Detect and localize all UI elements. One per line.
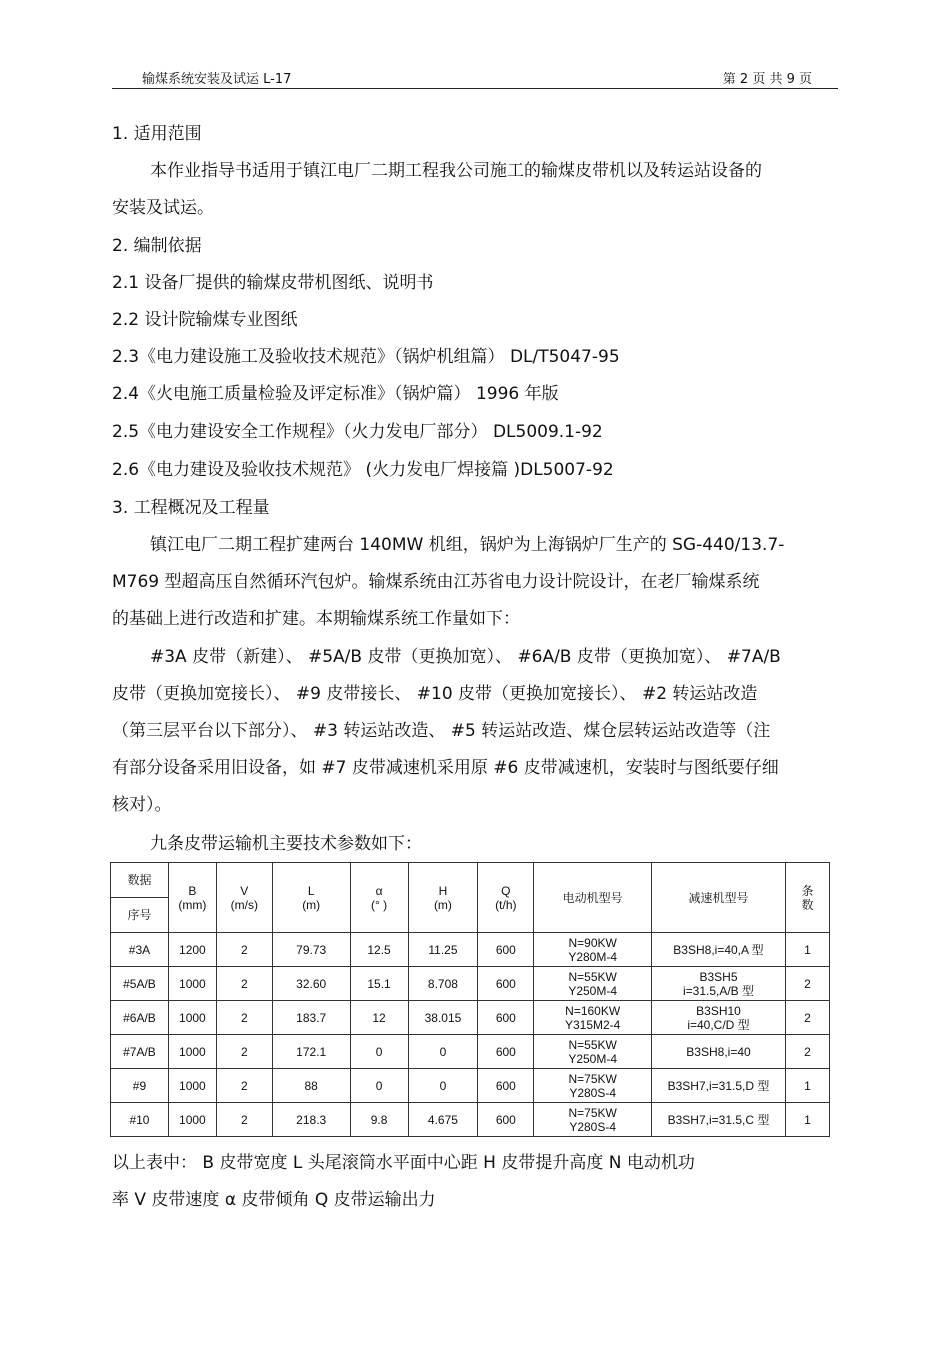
cell-id: #5A/B	[111, 967, 169, 1001]
cell-a: 12.5	[350, 933, 408, 967]
cell-h: 38.015	[408, 1001, 478, 1035]
cell-h: 0	[408, 1069, 478, 1103]
header-cell-h: H (m)	[408, 863, 478, 933]
cell-id: #9	[111, 1069, 169, 1103]
table-header-row	[111, 863, 830, 898]
cell-b: 1000	[168, 1103, 216, 1137]
cell-l: 172.1	[272, 1035, 350, 1069]
paragraph-line: 皮带（更换加宽接长）、 #9 皮带接长、 #10 皮带（更换加宽接长）、 #2 转运站改造	[112, 684, 758, 704]
cell-q: 600	[478, 1001, 534, 1035]
cell-motor: N=90KW Y280M-4	[534, 933, 652, 967]
cell-count: 2	[785, 1035, 829, 1069]
cell-b: 1000	[168, 1035, 216, 1069]
cell-h: 0	[408, 1035, 478, 1069]
cell-l: 79.73	[272, 933, 350, 967]
cell-motor: N=160KW Y315M2-4	[534, 1001, 652, 1035]
section-heading: 1. 适用范围	[112, 124, 202, 144]
cell-count: 1	[785, 1069, 829, 1103]
header-cell-motor: 电动机型号	[534, 863, 652, 933]
cell-motor: N=75KW Y280S-4	[534, 1069, 652, 1103]
cell-id: #6A/B	[111, 1001, 169, 1035]
cell-a: 0	[350, 1035, 408, 1069]
table-row	[111, 967, 830, 1001]
header-title: 输煤系统安装及试运 L-17	[142, 72, 292, 87]
paragraph-line: #3A 皮带（新建）、 #5A/B 皮带（更换加宽）、 #6A/B 皮带（更换加宽）、 #7A/B	[150, 647, 781, 667]
cell-motor: N=55KW Y250M-4	[534, 1035, 652, 1069]
reference-item: 2.3《电力建设施工及验收技术规范》（锅炉机组篇） DL/T5047-95	[112, 347, 620, 367]
table-row	[111, 1001, 830, 1035]
cell-v: 2	[216, 933, 272, 967]
cell-reducer: B3SH8,i=40	[652, 1035, 786, 1069]
cell-h: 4.675	[408, 1103, 478, 1137]
cell-b: 1200	[168, 933, 216, 967]
cell-q: 600	[478, 1103, 534, 1137]
cell-l: 32.60	[272, 967, 350, 1001]
cell-b: 1000	[168, 1001, 216, 1035]
cell-l: 88	[272, 1069, 350, 1103]
cell-v: 2	[216, 1103, 272, 1137]
header-cell-v: V (m/s)	[216, 863, 272, 933]
cell-q: 600	[478, 933, 534, 967]
header-cell-alpha: α (° )	[350, 863, 408, 933]
header-cell-data: 数据	[111, 863, 169, 898]
cell-q: 600	[478, 1069, 534, 1103]
cell-v: 2	[216, 967, 272, 1001]
reference-item: 2.2 设计院输煤专业图纸	[112, 310, 298, 330]
header-cell-count: 条数	[785, 863, 829, 933]
cell-v: 2	[216, 1069, 272, 1103]
paragraph-line: 的基础上进行改造和扩建。本期输煤系统工作量如下：	[112, 609, 520, 629]
reference-item: 2.5《电力建设安全工作规程》（火力发电厂部分） DL5009.1-92	[112, 422, 603, 442]
cell-count: 2	[785, 1001, 829, 1035]
table-caption: 九条皮带运输机主要技术参数如下：	[150, 834, 422, 854]
paragraph-line: 安装及试运。	[112, 198, 214, 218]
paragraph-line: M769 型超高压自然循环汽包炉。输煤系统由江苏省电力设计院设计，在老厂输煤系统	[112, 572, 760, 592]
header-cell-l: L (m)	[272, 863, 350, 933]
cell-motor: N=55KW Y250M-4	[534, 967, 652, 1001]
header-cell-q: Q (t/h)	[478, 863, 534, 933]
page-header	[112, 66, 838, 89]
header-cell-reducer: 减速机型号	[652, 863, 786, 933]
cell-id: #3A	[111, 933, 169, 967]
cell-l: 183.7	[272, 1001, 350, 1035]
cell-motor: N=75KW Y280S-4	[534, 1103, 652, 1137]
cell-id: #7A/B	[111, 1035, 169, 1069]
cell-reducer: B3SH7,i=31.5,C 型	[652, 1103, 786, 1137]
reference-item: 2.1 设备厂提供的输煤皮带机图纸、说明书	[112, 273, 434, 293]
cell-reducer: B3SH5 i=31.5,A/B 型	[652, 967, 786, 1001]
cell-b: 1000	[168, 967, 216, 1001]
belt-spec-table	[110, 862, 830, 1137]
header-cell-seq: 序号	[111, 898, 169, 933]
cell-id: #10	[111, 1103, 169, 1137]
cell-q: 600	[478, 1035, 534, 1069]
footnote-line: 率 V 皮带速度 α 皮带倾角 Q 皮带运输出力	[112, 1190, 436, 1210]
footnote-line: 以上表中： B 皮带宽度 L 头尾滚筒水平面中心距 H 皮带提升高度 N 电动机功	[112, 1153, 695, 1173]
paragraph-line: 镇江电厂二期工程扩建两台 140MW 机组，锅炉为上海锅炉厂生产的 SG-440/13.7-	[150, 535, 785, 555]
paragraph-line: 本作业指导书适用于镇江电厂二期工程我公司施工的输煤皮带机以及转运站设备的	[150, 161, 762, 181]
cell-v: 2	[216, 1035, 272, 1069]
cell-h: 11.25	[408, 933, 478, 967]
cell-h: 8.708	[408, 967, 478, 1001]
header-cell-b: B (mm)	[168, 863, 216, 933]
section-heading: 2. 编制依据	[112, 236, 202, 256]
table-row	[111, 1035, 830, 1069]
cell-count: 2	[785, 967, 829, 1001]
cell-l: 218.3	[272, 1103, 350, 1137]
cell-reducer: B3SH10 i=40,C/D 型	[652, 1001, 786, 1035]
table-row	[111, 1103, 830, 1137]
cell-q: 600	[478, 967, 534, 1001]
section-heading: 3. 工程概况及工程量	[112, 498, 270, 518]
reference-item: 2.4《火电施工质量检验及评定标准》（锅炉篇） 1996 年版	[112, 384, 559, 404]
cell-b: 1000	[168, 1069, 216, 1103]
cell-a: 9.8	[350, 1103, 408, 1137]
paragraph-line: （第三层平台以下部分）、 #3 转运站改造、 #5 转运站改造、煤仓层转运站改造等（注	[112, 721, 771, 741]
reference-item: 2.6《电力建设及验收技术规范》 (火力发电厂焊接篇 )DL5007-92	[112, 460, 614, 480]
cell-count: 1	[785, 933, 829, 967]
table-row	[111, 1069, 830, 1103]
cell-a: 15.1	[350, 967, 408, 1001]
header-page-number: 第 2 页 共 9 页	[722, 72, 812, 87]
cell-reducer: B3SH7,i=31.5,D 型	[652, 1069, 786, 1103]
cell-a: 0	[350, 1069, 408, 1103]
paragraph-line: 核对）。	[112, 795, 172, 815]
cell-reducer: B3SH8,i=40,A 型	[652, 933, 786, 967]
cell-a: 12	[350, 1001, 408, 1035]
table-row	[111, 933, 830, 967]
cell-v: 2	[216, 1001, 272, 1035]
cell-count: 1	[785, 1103, 829, 1137]
paragraph-line: 有部分设备采用旧设备，如 #7 皮带减速机采用原 #6 皮带减速机，安装时与图纸要仔细	[112, 758, 779, 778]
